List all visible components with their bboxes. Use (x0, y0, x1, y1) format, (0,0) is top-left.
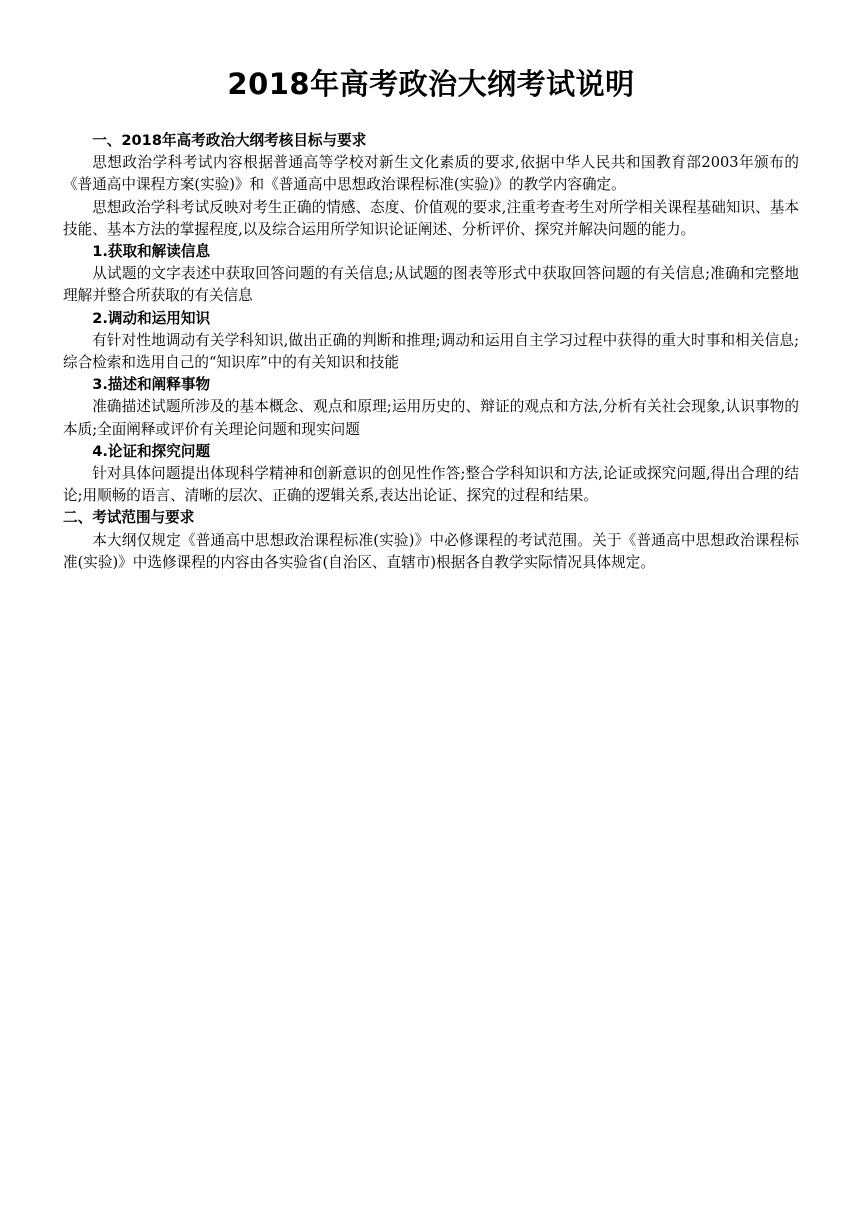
section-1-paragraph-2: 思想政治学科考试反映对考生正确的情感、态度、价值观的要求,注重考查考生对所学相关课程基础知识、基本技能、基本方法的掌握程度,以及综合运用所学知识论证阐述、分析评价、探究并解决问题的能力。 (63, 198, 799, 238)
section-1-heading: 一、2018年高考政治大纲考核目标与要求 (92, 132, 367, 149)
item-3-heading: 3.描述和阐释事物 (92, 376, 211, 394)
page-title: 2018年高考政治大纲考试说明 (227, 67, 635, 101)
section-2-heading: 二、考试范围与要求 (63, 509, 195, 527)
section-2-paragraph-1: 本大纲仅规定《普通高中思想政治课程标准(实验)》中必修课程的考试范围。关于《普通高中思想政治课程标准(实验)》中选修课程的内容由各实验省(自治区、直辖市)根据各自教学实际情况具体规定。 (63, 531, 799, 571)
item-2-heading: 2.调动和运用知识 (92, 309, 211, 327)
item-1-text: 从试题的文字表述中获取回答问题的有关信息;从试题的图表等形式中获取回答问题的有关信息;准确和完整地理解并整合所获取的有关信息 (63, 265, 799, 305)
section-1-paragraph-1: 思想政治学科考试内容根据普通高等学校对新生文化素质的要求,依据中华人民共和国教育部2003年颁布的《普通高中课程方案(实验)》和《普通高中思想政治课程标准(实验)》的教学内容确定。 (63, 154, 799, 194)
item-4-heading: 4.论证和探究问题 (92, 442, 211, 460)
item-3-text: 准确描述试题所涉及的基本概念、观点和原理;运用历史的、辩证的观点和方法,分析有关社会现象,认识事物的本质;全面阐释或评价有关理论问题和现实问题 (63, 398, 799, 438)
document-body (63, 130, 799, 574)
item-2-text: 有针对性地调动有关学科知识,做出正确的判断和推理;调动和运用自主学习过程中获得的重大时事和相关信息;综合检索和选用自己的“知识库”中的有关知识和技能 (63, 331, 799, 372)
item-1-heading: 1.获取和解读信息 (92, 243, 211, 261)
item-4-text: 针对具体问题提出体现科学精神和创新意识的创见性作答;整合学科知识和方法,论证或探究问题,得出合理的结论;用顺畅的语言、清晰的层次、正确的逻辑关系,表达出论证、探究的过程和结果。 (63, 465, 799, 505)
document-page (63, 64, 799, 574)
